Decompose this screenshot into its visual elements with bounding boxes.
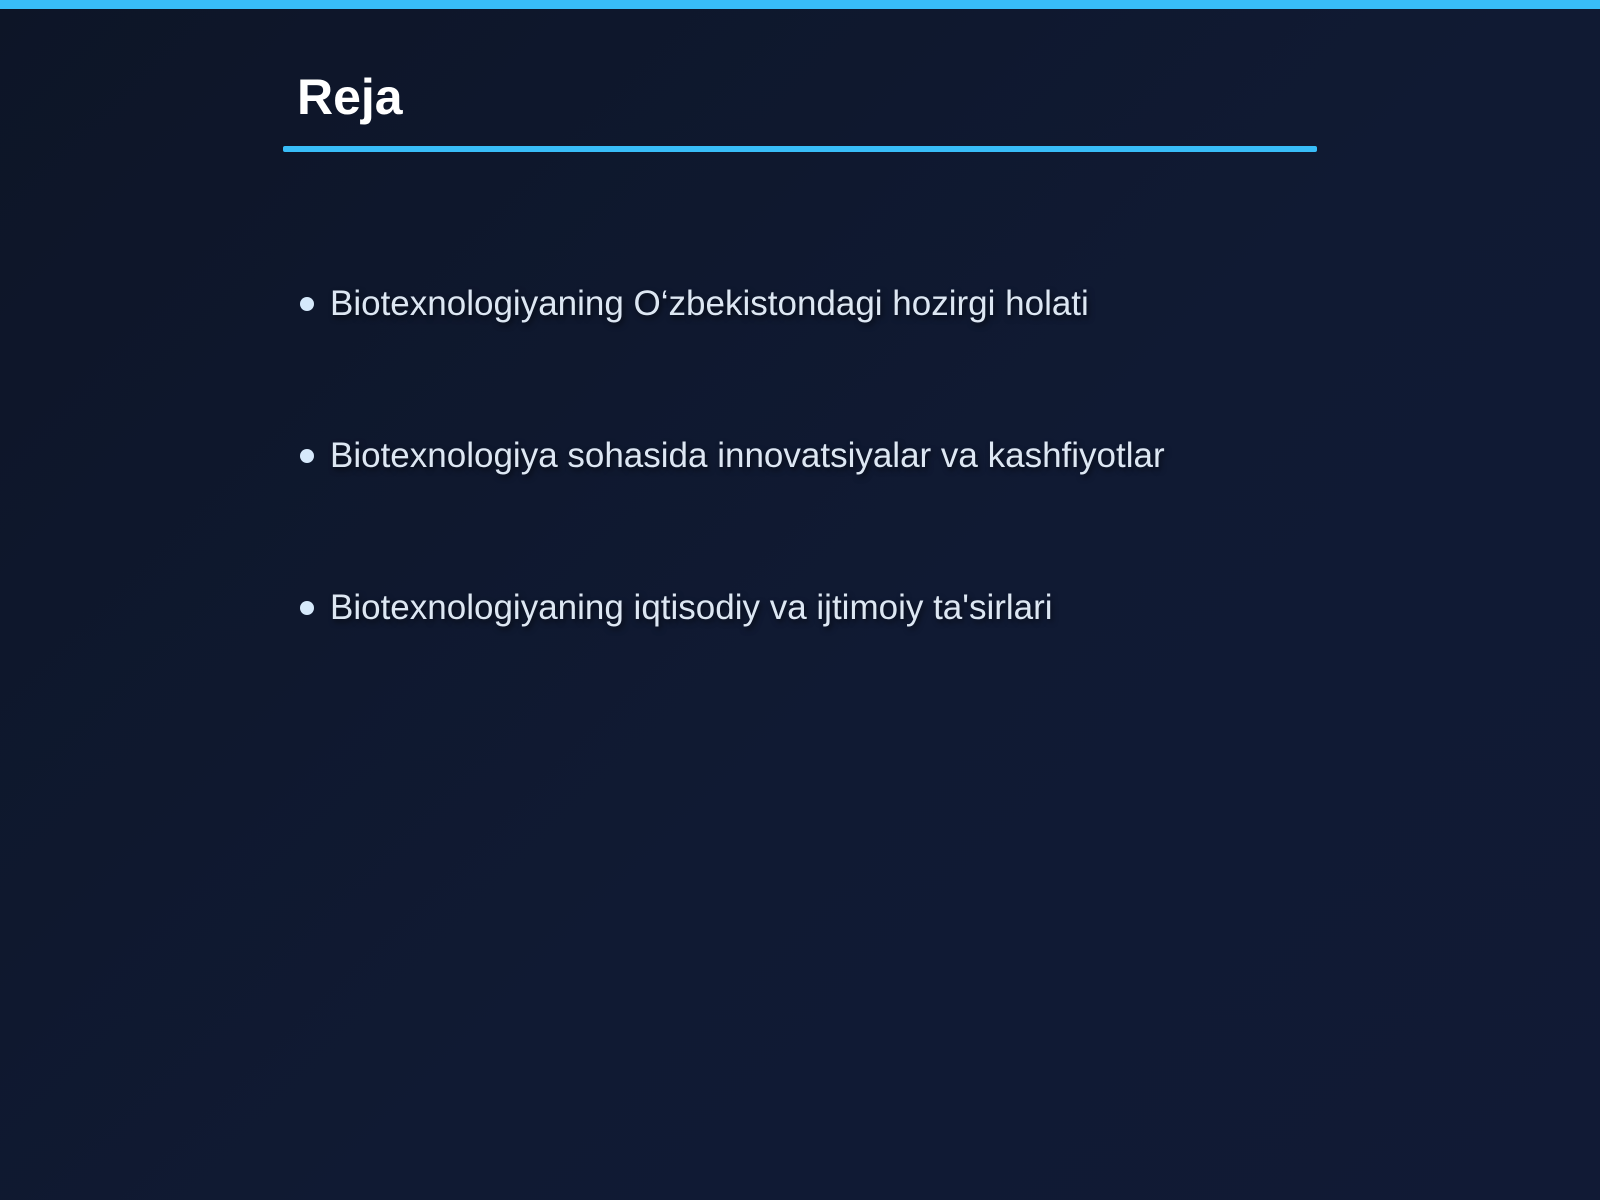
agenda-item — [300, 587, 1053, 629]
agenda-item — [300, 283, 1089, 325]
bullet-icon — [300, 601, 314, 615]
top-accent-bar — [0, 0, 1600, 9]
agenda-item-label: Biotexnologiyaning O‘zbekistondagi hozirgi holati — [330, 284, 1089, 323]
title-underline — [283, 146, 1317, 152]
agenda-item — [300, 435, 1165, 477]
agenda-item-label: Biotexnologiyaning iqtisodiy va ijtimoiy ta'sirlari — [330, 588, 1053, 627]
agenda-item-label: Biotexnologiya sohasida innovatsiyalar va kashfiyotlar — [330, 436, 1165, 475]
bullet-icon — [300, 449, 314, 463]
slide-title: Reja — [297, 69, 403, 125]
bullet-icon — [300, 297, 314, 311]
